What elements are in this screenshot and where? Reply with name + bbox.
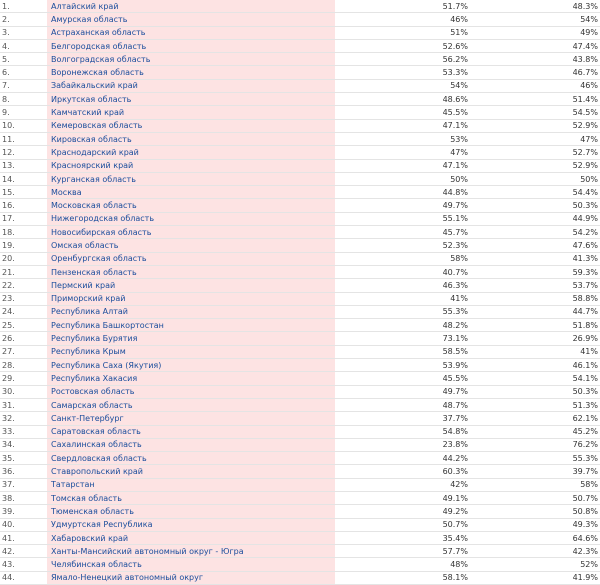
region-cell (47, 332, 335, 345)
percent-value-1: 49.1% (335, 491, 472, 504)
row-number: 28. (0, 359, 47, 372)
region-cell (47, 345, 335, 358)
row-number: 2. (0, 13, 47, 26)
row-number: 21. (0, 265, 47, 278)
table-row (0, 518, 600, 531)
row-number: 19. (0, 239, 47, 252)
region-cell (47, 53, 335, 66)
table-row (0, 212, 600, 225)
region-link[interactable]: Камчатский край (51, 108, 125, 118)
region-link[interactable]: Амурская область (51, 14, 128, 24)
region-cell (47, 558, 335, 571)
percent-value-1: 56.2% (335, 53, 472, 66)
row-number: 3. (0, 26, 47, 39)
table-row (0, 39, 600, 52)
percent-value-2: 54% (472, 13, 600, 26)
row-number: 37. (0, 478, 47, 491)
region-link[interactable]: Курганская область (51, 174, 136, 184)
percent-value-1: 44.8% (335, 186, 472, 199)
region-link[interactable]: Воронежская область (51, 68, 144, 78)
percent-value-2: 54.4% (472, 186, 600, 199)
region-cell (47, 199, 335, 212)
row-number: 39. (0, 505, 47, 518)
table-row (0, 79, 600, 92)
region-cell (47, 545, 335, 558)
percent-value-1: 41% (335, 292, 472, 305)
table-row (0, 385, 600, 398)
percent-value-2: 58% (472, 478, 600, 491)
region-cell (47, 319, 335, 332)
percent-value-1: 49.2% (335, 505, 472, 518)
percent-value-1: 53.3% (335, 66, 472, 79)
percent-value-2: 53.7% (472, 279, 600, 292)
region-link[interactable]: Республика Хакасия (51, 373, 138, 383)
percent-value-2: 49% (472, 26, 600, 39)
percent-value-1: 57.7% (335, 545, 472, 558)
percent-value-2: 42.3% (472, 545, 600, 558)
percent-value-1: 40.7% (335, 265, 472, 278)
table-row (0, 265, 600, 278)
percent-value-1: 58.5% (335, 345, 472, 358)
table-row (0, 252, 600, 265)
region-link[interactable]: Республика Бурятия (51, 334, 138, 344)
region-link[interactable]: Пензенская область (51, 267, 137, 277)
row-number: 12. (0, 146, 47, 159)
percent-value-2: 26.9% (472, 332, 600, 345)
region-cell (47, 93, 335, 106)
percent-value-2: 46% (472, 79, 600, 92)
region-cell (47, 398, 335, 411)
percent-value-2: 44.7% (472, 305, 600, 318)
table-row (0, 558, 600, 571)
percent-value-2: 59.3% (472, 265, 600, 278)
region-link[interactable]: Ямало-Ненецкий автономный округ (51, 573, 204, 583)
percent-value-1: 46% (335, 13, 472, 26)
table-row (0, 66, 600, 79)
percent-value-2: 50.7% (472, 491, 600, 504)
region-cell (47, 159, 335, 172)
percent-value-1: 60.3% (335, 465, 472, 478)
percent-value-2: 64.6% (472, 531, 600, 544)
row-number: 8. (0, 93, 47, 106)
row-number: 35. (0, 452, 47, 465)
table-row (0, 186, 600, 199)
table-row (0, 438, 600, 451)
region-cell (47, 79, 335, 92)
percent-value-2: 50.3% (472, 385, 600, 398)
percent-value-2: 76.2% (472, 438, 600, 451)
percent-value-1: 45.7% (335, 226, 472, 239)
table-row (0, 239, 600, 252)
percent-value-1: 54% (335, 79, 472, 92)
row-number: 27. (0, 345, 47, 358)
percent-value-1: 47.1% (335, 119, 472, 132)
row-number: 44. (0, 571, 47, 584)
percent-value-2: 51.8% (472, 319, 600, 332)
region-link[interactable]: Свердловская область (51, 453, 147, 463)
region-cell (47, 106, 335, 119)
table-row (0, 491, 600, 504)
row-number: 23. (0, 292, 47, 305)
row-number: 40. (0, 518, 47, 531)
row-number: 29. (0, 372, 47, 385)
percent-value-2: 52.9% (472, 119, 600, 132)
percent-value-2: 47.4% (472, 39, 600, 52)
table-row (0, 505, 600, 518)
table-row (0, 465, 600, 478)
percent-value-2: 41.3% (472, 252, 600, 265)
table-row (0, 292, 600, 305)
table-row (0, 398, 600, 411)
percent-value-1: 48.2% (335, 319, 472, 332)
percent-value-2: 52.9% (472, 159, 600, 172)
percent-value-1: 42% (335, 478, 472, 491)
row-number: 13. (0, 159, 47, 172)
region-link[interactable]: Томская область (51, 493, 122, 503)
table-row (0, 119, 600, 132)
table-row (0, 345, 600, 358)
region-link[interactable]: Ханты-Мансийский автономный округ - Югра (51, 546, 244, 556)
table-row (0, 172, 600, 185)
row-number: 9. (0, 106, 47, 119)
row-number: 41. (0, 531, 47, 544)
region-cell (47, 412, 335, 425)
percent-value-2: 50% (472, 172, 600, 185)
region-link[interactable]: Пермский край (51, 280, 116, 290)
percent-value-2: 47.6% (472, 239, 600, 252)
region-cell (47, 186, 335, 199)
region-cell (47, 212, 335, 225)
region-link[interactable]: Ставропольский край (51, 467, 143, 477)
region-cell (47, 265, 335, 278)
region-cell (47, 39, 335, 52)
row-number: 24. (0, 305, 47, 318)
region-cell (47, 66, 335, 79)
region-cell (47, 452, 335, 465)
region-link[interactable]: Тюменская область (51, 506, 134, 516)
region-cell (47, 119, 335, 132)
region-link[interactable]: Нижегородская область (51, 214, 155, 224)
region-link[interactable]: Приморский край (51, 294, 126, 304)
region-cell (47, 305, 335, 318)
row-number: 5. (0, 53, 47, 66)
row-number: 30. (0, 385, 47, 398)
percent-value-2: 49.3% (472, 518, 600, 531)
region-link[interactable]: Саратовская область (51, 427, 141, 437)
percent-value-2: 55.3% (472, 452, 600, 465)
percent-value-1: 52.6% (335, 39, 472, 52)
percent-value-1: 50.7% (335, 518, 472, 531)
percent-value-2: 62.1% (472, 412, 600, 425)
row-number: 1. (0, 0, 47, 13)
region-link[interactable]: Забайкальский край (51, 81, 138, 91)
table-row (0, 26, 600, 39)
region-cell (47, 172, 335, 185)
percent-value-1: 48.7% (335, 398, 472, 411)
row-number: 34. (0, 438, 47, 451)
percent-value-1: 50% (335, 172, 472, 185)
table-row (0, 372, 600, 385)
region-link[interactable]: Татарстан (51, 480, 95, 490)
row-number: 4. (0, 39, 47, 52)
region-link[interactable]: Республика Алтай (51, 307, 128, 317)
region-cell (47, 478, 335, 491)
percent-value-1: 55.3% (335, 305, 472, 318)
region-cell (47, 385, 335, 398)
table-row (0, 319, 600, 332)
row-number: 38. (0, 491, 47, 504)
percent-value-1: 46.3% (335, 279, 472, 292)
region-cell (47, 26, 335, 39)
row-number: 31. (0, 398, 47, 411)
percent-value-2: 51.4% (472, 93, 600, 106)
region-link[interactable]: Кемеровская область (51, 121, 143, 131)
row-number: 10. (0, 119, 47, 132)
region-cell (47, 372, 335, 385)
row-number: 16. (0, 199, 47, 212)
region-link[interactable]: Волгоградская область (51, 54, 151, 64)
percent-value-1: 35.4% (335, 531, 472, 544)
row-number: 26. (0, 332, 47, 345)
region-link[interactable]: Новосибирская область (51, 227, 152, 237)
region-link[interactable]: Республика Башкортостан (51, 320, 164, 330)
percent-value-2: 43.8% (472, 53, 600, 66)
region-link[interactable]: Санкт-Петербург (51, 413, 124, 423)
region-cell (47, 146, 335, 159)
table-row (0, 279, 600, 292)
row-number: 36. (0, 465, 47, 478)
table-row (0, 159, 600, 172)
percent-value-1: 53% (335, 132, 472, 145)
percent-value-2: 45.2% (472, 425, 600, 438)
percent-value-1: 53.9% (335, 359, 472, 372)
region-cell (47, 13, 335, 26)
region-cell (47, 465, 335, 478)
region-link[interactable]: Красноярский край (51, 161, 134, 171)
percent-value-1: 51.7% (335, 0, 472, 13)
row-number: 33. (0, 425, 47, 438)
table-row (0, 571, 600, 584)
percent-value-1: 52.3% (335, 239, 472, 252)
region-link[interactable]: Самарская область (51, 400, 133, 410)
table-row (0, 199, 600, 212)
percent-value-2: 46.1% (472, 359, 600, 372)
region-link[interactable]: Оренбургская область (51, 254, 147, 264)
region-cell (47, 132, 335, 145)
row-number: 18. (0, 226, 47, 239)
region-cell (47, 239, 335, 252)
region-link[interactable]: Челябинская область (51, 560, 142, 570)
percent-value-2: 54.2% (472, 226, 600, 239)
percent-value-1: 45.5% (335, 372, 472, 385)
table-row (0, 132, 600, 145)
table-row (0, 452, 600, 465)
table-row (0, 0, 600, 13)
row-number: 11. (0, 132, 47, 145)
percent-value-1: 73.1% (335, 332, 472, 345)
region-link[interactable]: Ростовская область (51, 387, 135, 397)
percent-value-2: 41% (472, 345, 600, 358)
table-row (0, 93, 600, 106)
region-cell (47, 252, 335, 265)
row-number: 43. (0, 558, 47, 571)
region-link[interactable]: Алтайский край (51, 1, 119, 11)
percent-value-1: 58% (335, 252, 472, 265)
percent-value-1: 44.2% (335, 452, 472, 465)
region-link[interactable]: Астраханская область (51, 28, 146, 38)
percent-value-2: 58.8% (472, 292, 600, 305)
percent-value-2: 50.8% (472, 505, 600, 518)
table-row (0, 106, 600, 119)
percent-value-1: 37.7% (335, 412, 472, 425)
table-row (0, 305, 600, 318)
percent-value-2: 39.7% (472, 465, 600, 478)
region-link[interactable]: Хабаровский край (51, 533, 129, 543)
table-row (0, 332, 600, 345)
percent-value-2: 44.9% (472, 212, 600, 225)
percent-value-1: 49.7% (335, 199, 472, 212)
row-number: 42. (0, 545, 47, 558)
region-cell (47, 571, 335, 584)
table-row (0, 146, 600, 159)
row-number: 25. (0, 319, 47, 332)
row-number: 20. (0, 252, 47, 265)
region-cell (47, 359, 335, 372)
table-row (0, 478, 600, 491)
region-cell (47, 425, 335, 438)
table-row (0, 13, 600, 26)
row-number: 15. (0, 186, 47, 199)
row-number: 14. (0, 172, 47, 185)
region-link[interactable]: Краснодарский край (51, 147, 139, 157)
region-link[interactable]: Московская область (51, 201, 137, 211)
percent-value-1: 58.1% (335, 571, 472, 584)
percent-value-2: 54.5% (472, 106, 600, 119)
percent-value-2: 47% (472, 132, 600, 145)
region-link[interactable]: Республика Крым (51, 347, 126, 357)
row-number: 32. (0, 412, 47, 425)
region-link[interactable]: Москва (51, 187, 82, 197)
percent-value-2: 50.3% (472, 199, 600, 212)
region-cell (47, 518, 335, 531)
table-row (0, 412, 600, 425)
percent-value-2: 51.3% (472, 398, 600, 411)
percent-value-2: 52% (472, 558, 600, 571)
row-number: 7. (0, 79, 47, 92)
percent-value-1: 45.5% (335, 106, 472, 119)
table-row (0, 545, 600, 558)
row-number: 22. (0, 279, 47, 292)
region-link[interactable]: Сахалинская область (51, 440, 142, 450)
table-row (0, 53, 600, 66)
percent-value-1: 47.1% (335, 159, 472, 172)
region-cell (47, 505, 335, 518)
region-cell (47, 0, 335, 13)
percent-value-1: 51% (335, 26, 472, 39)
region-link[interactable]: Белгородская область (51, 41, 147, 51)
table-row (0, 425, 600, 438)
table-row (0, 226, 600, 239)
region-link[interactable]: Удмуртская Республика (51, 520, 153, 530)
region-link[interactable]: Кировская область (51, 134, 132, 144)
region-link[interactable]: Омская область (51, 240, 119, 250)
table-row (0, 359, 600, 372)
percent-value-2: 46.7% (472, 66, 600, 79)
percent-value-2: 54.1% (472, 372, 600, 385)
region-cell (47, 438, 335, 451)
percent-value-1: 54.8% (335, 425, 472, 438)
region-cell (47, 279, 335, 292)
region-cell (47, 226, 335, 239)
row-number: 17. (0, 212, 47, 225)
percent-value-1: 55.1% (335, 212, 472, 225)
region-link[interactable]: Иркутская область (51, 94, 132, 104)
percent-value-2: 52.7% (472, 146, 600, 159)
percent-value-2: 48.3% (472, 0, 600, 13)
percent-value-1: 48% (335, 558, 472, 571)
region-cell (47, 292, 335, 305)
percent-value-1: 47% (335, 146, 472, 159)
region-cell (47, 491, 335, 504)
percent-value-2: 41.9% (472, 571, 600, 584)
percent-value-1: 49.7% (335, 385, 472, 398)
percent-value-1: 48.6% (335, 93, 472, 106)
region-link[interactable]: Республика Саха (Якутия) (51, 360, 162, 370)
percent-value-1: 23.8% (335, 438, 472, 451)
row-number: 6. (0, 66, 47, 79)
